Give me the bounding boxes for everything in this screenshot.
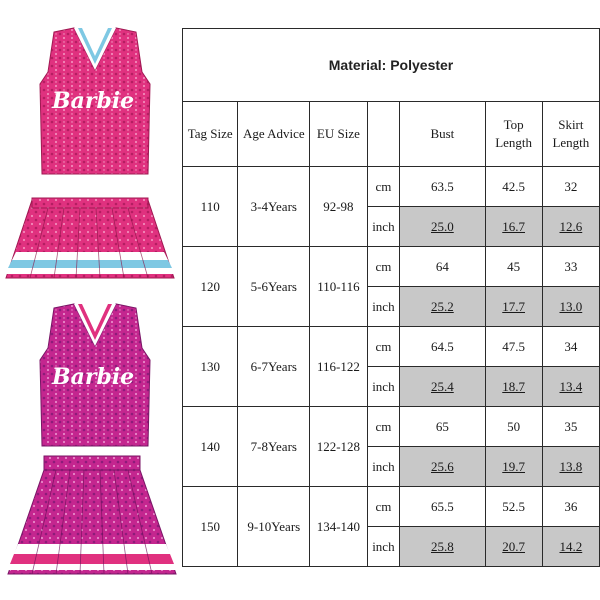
header-row bbox=[183, 102, 600, 167]
barbie-logo-1: Barbie bbox=[52, 88, 135, 114]
top-length-cm-cell: 47.5 bbox=[485, 327, 542, 367]
tag-size-cell: 150 bbox=[183, 487, 238, 567]
eu-size-cell: 134-140 bbox=[310, 487, 367, 567]
skirt-length-inch-cell-value: 13.0 bbox=[559, 298, 583, 314]
unit-inch-cell: inch bbox=[367, 527, 400, 567]
unit-cm-cell: cm bbox=[367, 407, 400, 447]
age-advice-cell: 3-4Years bbox=[238, 167, 310, 247]
bust-inch-cell bbox=[400, 447, 485, 487]
bust-cm-cell: 65.5 bbox=[400, 487, 485, 527]
tag-size-cell: 120 bbox=[183, 247, 238, 327]
header-top-length-line1: Top bbox=[503, 117, 524, 132]
unit-cm-cell: cm bbox=[367, 327, 400, 367]
header-unit bbox=[367, 102, 400, 167]
age-advice-cell: 6-7Years bbox=[238, 327, 310, 407]
table-row bbox=[183, 167, 600, 207]
bust-inch-cell bbox=[400, 287, 485, 327]
material-row bbox=[183, 29, 600, 102]
tag-size-cell: 110 bbox=[183, 167, 238, 247]
header-eu-size: EU Size bbox=[310, 102, 367, 167]
eu-size-cell: 116-122 bbox=[310, 327, 367, 407]
bust-cm-cell: 64.5 bbox=[400, 327, 485, 367]
skirt-length-cm-cell: 36 bbox=[542, 487, 599, 527]
header-skirt-length-line2: Length bbox=[552, 135, 590, 150]
bust-inch-cell bbox=[400, 367, 485, 407]
cheer-top-image-purple bbox=[34, 300, 156, 450]
skirt-length-inch-cell-value: 14.2 bbox=[559, 538, 583, 554]
bust-cm-cell: 63.5 bbox=[400, 167, 485, 207]
top-length-cm-cell: 42.5 bbox=[485, 167, 542, 207]
barbie-logo-2: Barbie bbox=[52, 364, 135, 390]
skirt-length-inch-cell bbox=[542, 367, 599, 407]
product-images bbox=[0, 0, 182, 600]
size-chart-table bbox=[182, 28, 600, 567]
pleated-skirt-image-purple bbox=[4, 452, 180, 588]
skirt-length-inch-cell-value: 13.8 bbox=[559, 458, 583, 474]
bust-inch-cell-value: 25.4 bbox=[431, 378, 454, 394]
unit-cm-cell: cm bbox=[367, 487, 400, 527]
bust-inch-cell bbox=[400, 527, 485, 567]
skirt-length-inch-cell bbox=[542, 527, 599, 567]
unit-inch-cell: inch bbox=[367, 287, 400, 327]
top-length-inch-cell-value: 17.7 bbox=[502, 298, 525, 314]
unit-inch-cell: inch bbox=[367, 367, 400, 407]
skirt-length-cm-cell: 35 bbox=[542, 407, 599, 447]
top-length-inch-cell bbox=[485, 207, 542, 247]
top-length-inch-cell bbox=[485, 367, 542, 407]
age-advice-cell: 9-10Years bbox=[238, 487, 310, 567]
top-length-inch-cell bbox=[485, 447, 542, 487]
top-length-cm-cell: 45 bbox=[485, 247, 542, 287]
skirt-length-cm-cell: 32 bbox=[542, 167, 599, 207]
top-length-inch-cell bbox=[485, 527, 542, 567]
skirt-length-inch-cell bbox=[542, 207, 599, 247]
header-bust: Bust bbox=[400, 102, 485, 167]
skirt-length-cm-cell: 34 bbox=[542, 327, 599, 367]
bust-cm-cell: 65 bbox=[400, 407, 485, 447]
table-row bbox=[183, 487, 600, 527]
top-length-cm-cell: 50 bbox=[485, 407, 542, 447]
table-row bbox=[183, 407, 600, 447]
bust-inch-cell-value: 25.6 bbox=[431, 458, 454, 474]
eu-size-cell: 110-116 bbox=[310, 247, 367, 327]
top-length-inch-cell bbox=[485, 287, 542, 327]
header-skirt-length-line1: Skirt bbox=[558, 117, 584, 132]
table-row bbox=[183, 247, 600, 287]
eu-size-cell: 92-98 bbox=[310, 167, 367, 247]
skirt-length-inch-cell bbox=[542, 287, 599, 327]
skirt-length-inch-cell-value: 12.6 bbox=[559, 218, 583, 234]
age-advice-cell: 5-6Years bbox=[238, 247, 310, 327]
bust-inch-cell-value: 25.8 bbox=[431, 538, 454, 554]
pleated-skirt-image bbox=[2, 194, 178, 294]
skirt-length-inch-cell-value: 13.4 bbox=[559, 378, 583, 394]
tag-size-cell: 140 bbox=[183, 407, 238, 487]
header-top-length bbox=[485, 102, 542, 167]
unit-cm-cell: cm bbox=[367, 167, 400, 207]
material-label: Material: Polyester bbox=[183, 29, 600, 102]
top-length-inch-cell-value: 16.7 bbox=[502, 218, 525, 234]
top-length-cm-cell: 52.5 bbox=[485, 487, 542, 527]
bust-inch-cell-value: 25.2 bbox=[431, 298, 454, 314]
unit-cm-cell: cm bbox=[367, 247, 400, 287]
top-length-inch-cell-value: 20.7 bbox=[502, 538, 525, 554]
header-skirt-length bbox=[542, 102, 599, 167]
header-tag-size: Tag Size bbox=[183, 102, 238, 167]
tag-size-cell: 130 bbox=[183, 327, 238, 407]
eu-size-cell: 122-128 bbox=[310, 407, 367, 487]
top-length-inch-cell-value: 19.7 bbox=[502, 458, 525, 474]
unit-inch-cell: inch bbox=[367, 447, 400, 487]
age-advice-cell: 7-8Years bbox=[238, 407, 310, 487]
header-age-advice: Age Advice bbox=[238, 102, 310, 167]
skirt-length-inch-cell bbox=[542, 447, 599, 487]
table-row bbox=[183, 327, 600, 367]
bust-cm-cell: 64 bbox=[400, 247, 485, 287]
bust-inch-cell bbox=[400, 207, 485, 247]
top-length-inch-cell-value: 18.7 bbox=[502, 378, 525, 394]
unit-inch-cell: inch bbox=[367, 207, 400, 247]
cheer-top-image bbox=[34, 24, 156, 180]
header-top-length-line2: Length bbox=[495, 135, 533, 150]
bust-inch-cell-value: 25.0 bbox=[431, 218, 454, 234]
skirt-length-cm-cell: 33 bbox=[542, 247, 599, 287]
